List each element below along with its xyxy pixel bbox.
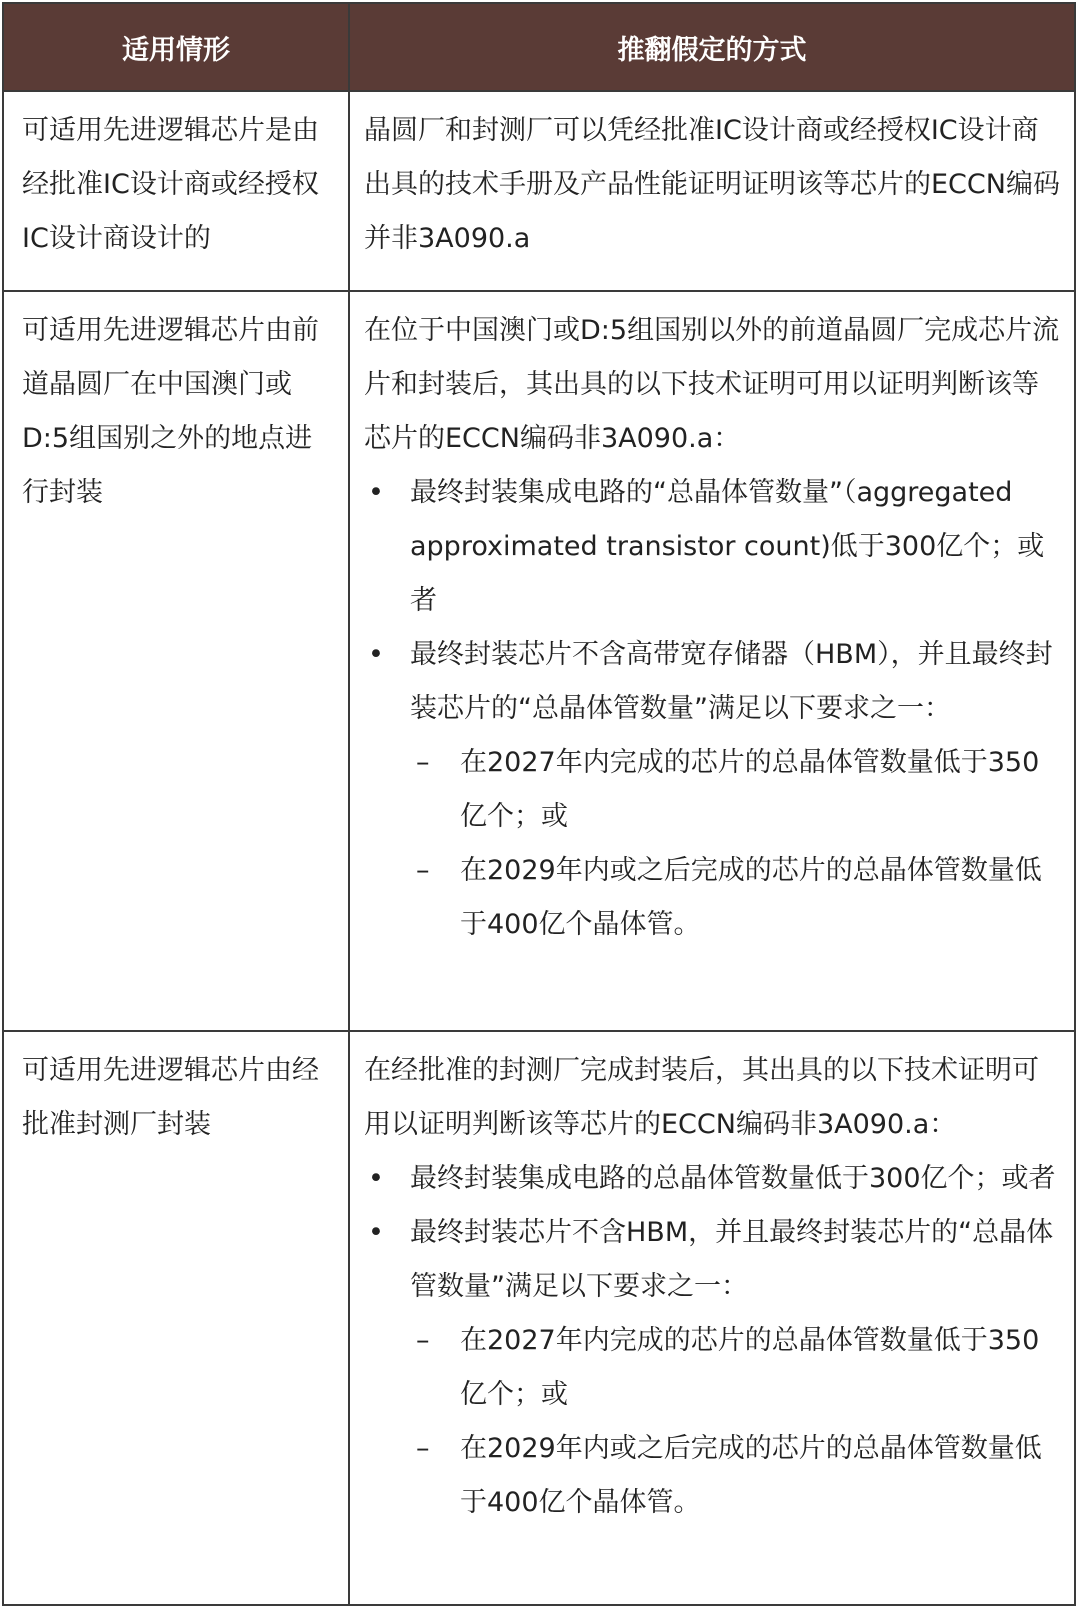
bullet-item [364, 1152, 1060, 1206]
situation-text: 可适用先进逻辑芯片由前道晶圆厂在中国澳门或D:5组国别之外的地点进行封装 [22, 315, 319, 508]
dash-item [364, 736, 1060, 844]
bullet-item [364, 466, 1060, 628]
bullet-item [364, 1206, 1060, 1314]
bullet-icon: • [368, 1163, 384, 1194]
table-header [4, 4, 1074, 90]
dash-icon: – [416, 855, 430, 886]
situation-cell [4, 1032, 348, 1606]
situation-text: 可适用先进逻辑芯片是由经批准IC设计商或经授权IC设计商设计的 [22, 115, 319, 254]
bullet-item [364, 628, 1060, 736]
bullet-icon: • [368, 477, 384, 508]
header-situation: 适用情形 [122, 34, 230, 66]
bullet-icon: • [368, 639, 384, 670]
bullet-text: 最终封装芯片不含HBM，并且最终封装芯片的“总晶体管数量”满足以下要求之一： [410, 1217, 1054, 1302]
dash-icon: – [416, 1325, 430, 1356]
method-text: 晶圆厂和封测厂可以凭经批准IC设计商或经授权IC设计商出具的技术手册及产品性能证明证明该等芯片的ECCN编码并非3A090.a [364, 115, 1060, 254]
dash-text: 在2029年内或之后完成的芯片的总晶体管数量低于400亿个晶体管。 [460, 855, 1042, 940]
situation-cell [4, 292, 348, 1030]
situation-cell [4, 92, 348, 290]
rules-table [2, 2, 1076, 1606]
method-text: 在经批准的封测厂完成封装后，其出具的以下技术证明可用以证明判断该等芯片的ECCN编码非3A090.a： [364, 1055, 1039, 1140]
dash-text: 在2027年内完成的芯片的总晶体管数量低于350亿个；或 [460, 1325, 1040, 1410]
method-text: 在位于中国澳门或D:5组国别以外的前道晶圆厂完成芯片流片和封装后，其出具的以下技术证明可用以证明判断该等芯片的ECCN编码非3A090.a： [364, 315, 1060, 454]
bullet-text: 最终封装集成电路的“总晶体管数量”（aggregated approximated transistor count)低于300亿个；或者 [410, 477, 1045, 616]
table-row [4, 90, 1074, 290]
bullet-text: 最终封装芯片不含高带宽存储器（HBM），并且最终封装芯片的“总晶体管数量”满足以下要求之一： [410, 639, 1053, 724]
table-row [4, 1030, 1074, 1606]
dash-text: 在2029年内或之后完成的芯片的总晶体管数量低于400亿个晶体管。 [460, 1433, 1042, 1518]
method-cell [348, 1032, 1074, 1606]
dash-item [364, 1422, 1060, 1530]
dash-icon: – [416, 1433, 430, 1464]
dash-item [364, 844, 1060, 952]
table-row [4, 290, 1074, 1030]
bullet-icon: • [368, 1217, 384, 1248]
method-cell [348, 92, 1074, 290]
method-cell [348, 292, 1074, 1030]
situation-text: 可适用先进逻辑芯片由经批准封测厂封装 [22, 1055, 319, 1140]
dash-text: 在2027年内完成的芯片的总晶体管数量低于350亿个；或 [460, 747, 1040, 832]
header-method: 推翻假定的方式 [348, 4, 1074, 90]
dash-icon: – [416, 747, 430, 778]
bullet-text: 最终封装集成电路的总晶体管数量低于300亿个；或者 [410, 1163, 1056, 1194]
dash-item [364, 1314, 1060, 1422]
